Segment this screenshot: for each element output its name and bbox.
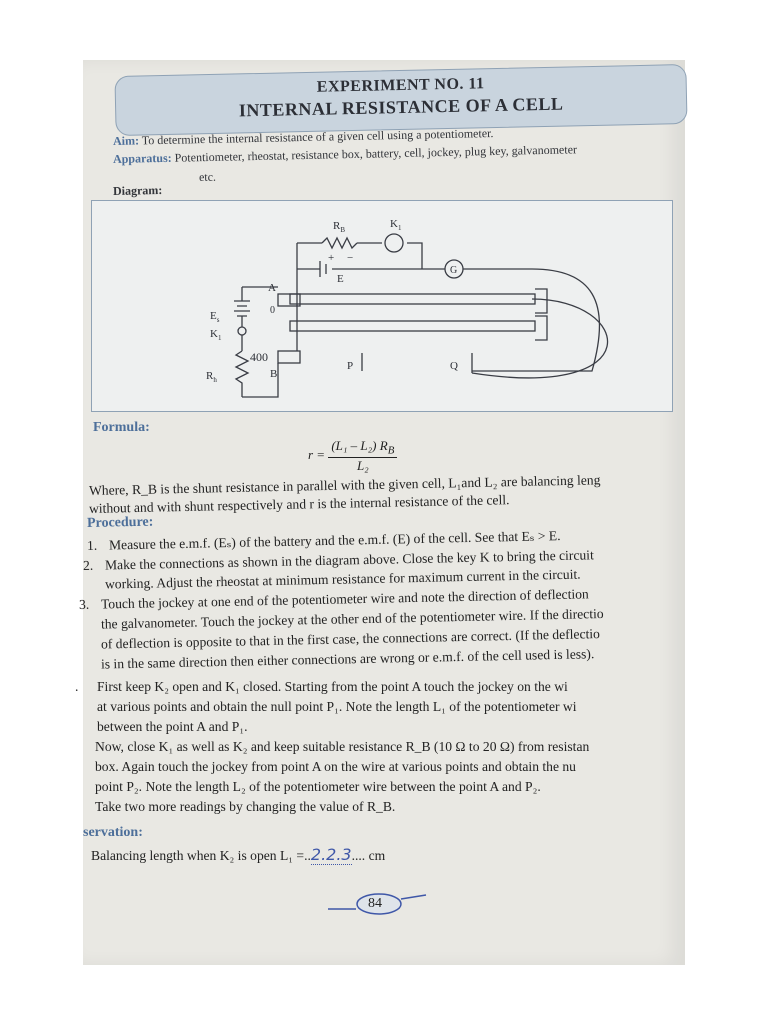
g-label: G: [450, 265, 458, 276]
rb-label: $R_B$: [333, 220, 346, 234]
procedure-line: the galvanometer. Touch the jockey at the other end of the potentiometer wire. If the directio: [100, 606, 604, 632]
key-k1-icon: [385, 234, 403, 252]
k1-label: $K_1$: [390, 218, 402, 232]
procedure-line: point P₂. Note the length L₂ of the potentiometer wire between the point A and P₂.: [95, 779, 541, 794]
apparatus-label: Apparatus:: [112, 150, 172, 166]
q-label: Q: [450, 360, 458, 372]
rb-resistor: [322, 238, 357, 248]
apparatus-text: Potentiometer, rheostat, resistance box, battery, cell, jockey, plug key, galvanometer: [174, 142, 578, 165]
diagram-label: Diagram:: [112, 182, 163, 198]
key-k-symbol: [238, 327, 246, 335]
rheostat-symbol: [236, 316, 248, 397]
end-blocks: [535, 289, 547, 340]
battery-symbol: [234, 301, 250, 316]
e-label: E: [337, 273, 344, 285]
procedure-line: is in the same direction then either connections are wrong or e.m.f. of the cell used is less).: [100, 646, 595, 672]
book-page: [75, 60, 685, 965]
procedure-line: of deflection is opposite to that in the first case, the connections are correct. (If the deflectio: [100, 626, 601, 652]
where-line-1: Where, R_B is the shunt resistance in parallel with the given cell, L₁and L₂ are balancing leng: [88, 472, 601, 498]
zero-label: 0: [270, 305, 275, 316]
experiment-number: EXPERIMENT NO. 11: [316, 75, 485, 96]
potentiometer-wire-1: [290, 294, 535, 304]
cell-e-symbol: [320, 261, 326, 277]
formula-label: Formula:: [93, 420, 150, 435]
terminal-b: [278, 351, 300, 363]
a-label: A: [268, 282, 276, 294]
formula-numerator: (L₁ – L₂) $R_B$: [328, 438, 397, 458]
aim-label: Aim:: [112, 133, 140, 148]
jockey-lead: [472, 299, 608, 378]
k-label: $K_1$: [210, 328, 222, 342]
procedure-line: Take two more readings by changing the value of R_B.: [95, 799, 396, 814]
observation-label: servation:: [83, 825, 143, 840]
procedure-line: 3. Touch the jockey at one end of the potentiometer wire and note the direction of deflection: [78, 586, 589, 612]
wire: [454, 269, 600, 371]
procedure-line: Now, close K₁ as well as K₂ and keep suitable resistance R_B (10 Ω to 20 Ω) from resistan: [95, 739, 590, 754]
formula-denominator: L₂: [356, 457, 369, 473]
minus-sign: −: [347, 252, 354, 264]
procedure-line: between the point A and P₁.: [97, 719, 248, 734]
where-line-2: without and with shunt respectively and r is the internal resistance of the cell.: [88, 492, 510, 516]
circuit-svg: [92, 201, 672, 411]
procedure-line: . First keep K₂ open and K₁ closed. Starting from the point A touch the jockey on the wi: [75, 679, 568, 694]
procedure-label: Procedure:: [86, 514, 154, 531]
circuit-diagram: [91, 200, 673, 412]
procedure-line: box. Again touch the jockey from point A on the wire at various points and obtain the nu: [95, 759, 576, 774]
formula: [308, 438, 397, 474]
p-label: P: [347, 360, 354, 372]
formula-lhs: r =: [308, 446, 326, 462]
potentiometer-wire-2: [290, 321, 535, 331]
b-label: B: [270, 368, 278, 380]
es-label: $E_s$: [210, 310, 220, 324]
aim-text: To determine the internal resistance of a given cell using a potentiometer.: [141, 126, 494, 148]
experiment-title: INTERNAL RESISTANCE OF A CELL: [238, 93, 564, 121]
procedure-line: 1. Measure the e.m.f. (Eₛ) of the battery and the e.m.f. (E) of the cell. See that Eₛ > E.: [86, 528, 561, 553]
formula-fraction: [328, 438, 397, 474]
title-banner: [114, 64, 687, 136]
procedure-line: 2. Make the connections as shown in the diagram above. Close the key K to bring the circuit: [82, 547, 594, 573]
plus-sign: +: [328, 252, 335, 264]
procedure-line: at various points and obtain the null point P₁. Note the length L₁ of the potentiometer wi: [97, 699, 577, 714]
apparatus-text-cont: etc.: [198, 169, 217, 184]
wire: [407, 243, 422, 249]
page-number: 84: [368, 896, 382, 911]
rh-label: $R_h$: [206, 370, 217, 384]
four-hundred-label: 400: [250, 350, 268, 364]
observation-line: Balancing length when K₂ is open L₁ =..2.2.3.... cm: [91, 845, 386, 864]
page-number-badge: [336, 893, 402, 917]
handwritten-value: 2.2.3: [310, 845, 352, 864]
procedure-line: working. Adjust the rheostat at minimum resistance for maximum current in the circuit.: [104, 566, 581, 592]
